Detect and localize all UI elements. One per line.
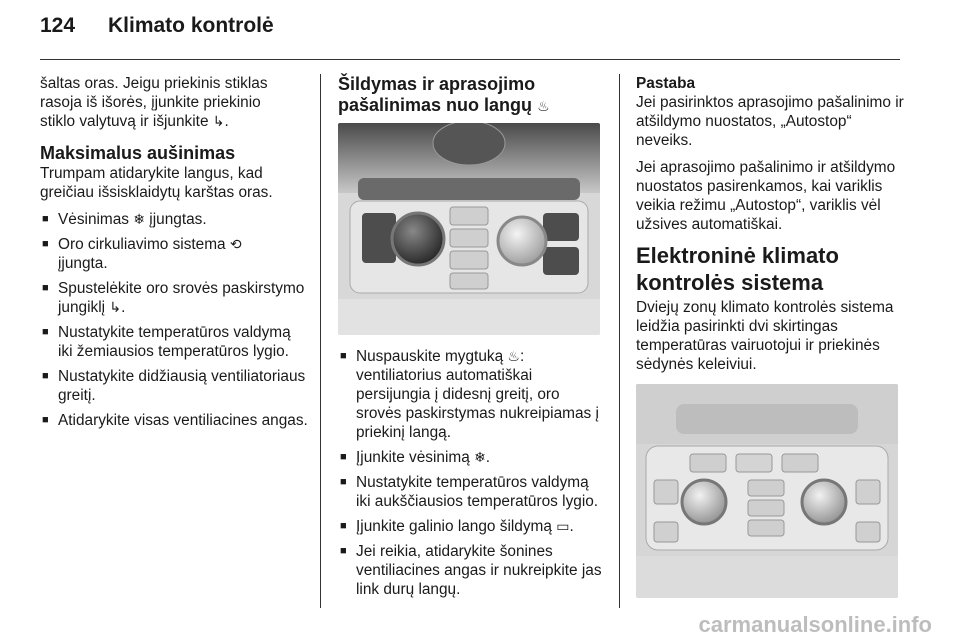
list-item: ■ Nustatykite temperatūros valdymą iki žemiausios temperatūros lygio. <box>40 323 308 361</box>
list-item: ■ Nustatykite temperatūros valdymą iki aukščiausios temperatūros lygio. <box>338 473 606 511</box>
list-item: ■ Įjunkite galinio lango šildymą ▭. <box>338 517 606 536</box>
watermark: carmanualsonline.info <box>698 612 932 637</box>
column-divider-1 <box>320 74 321 608</box>
column-3 <box>636 74 906 598</box>
list-item: ■ Nustatykite didžiausią ventiliatoriaus greitį. <box>40 367 308 405</box>
air-distribution-icon: ↳ <box>109 299 122 315</box>
intro-line: stiklo valytuvą ir išjunkite <box>40 113 209 130</box>
list-item: ■ Spustelėkite oro srovės paskirstymo jungiklį ↳. <box>40 279 308 317</box>
recirculation-icon: ⟲ <box>229 236 242 252</box>
page-number: 124 <box>40 14 76 37</box>
header-rule <box>40 59 900 60</box>
dual-zone-climate-panel-photo <box>636 384 898 598</box>
list-item: ■ Vėsinimas ❄ įjungtas. <box>40 210 308 229</box>
list-item: ■ Nuspauskite mygtuką ♨: ventiliatorius automatiškai persijungia į didesnį greitį, oro srovės paskirstymas nukreipiamas į priekinį langą. <box>338 347 606 442</box>
note-paragraph: Jei pasirinktos aprasojimo pašalinimo ir atšildymo nuostatos, „Autostop“ neveiks. <box>636 94 904 149</box>
section-title-defrost: Šildymas ir aprasojimo pašalinimas nuo langų ♨ <box>338 74 550 115</box>
note-paragraph: Jei aprasojimo pašalinimo ir atšildymo nuostatos pasirenkamos, kai variklis veikia režimu „Autostop“, variklis vėl užsives automatiškai. <box>636 159 896 233</box>
page-header <box>40 14 920 48</box>
section-intro: Trumpam atidarykite langus, kad greičiau išsisklaidytų karštas oras. <box>40 165 273 201</box>
bullet-list <box>40 210 308 430</box>
windshield-defrost-icon: ♨ <box>507 348 520 364</box>
note-title: Pastaba <box>636 75 696 92</box>
air-distribution-icon: ↳ <box>212 113 225 129</box>
list-item: ■ Oro cirkuliavimo sistema ⟲ įjungta. <box>40 235 308 273</box>
bullet-list <box>338 347 606 599</box>
column-1 <box>40 74 308 436</box>
column-divider-2 <box>619 74 620 608</box>
section-title-electronic-climate: Elektroninė klimato kontrolės sistema <box>636 243 839 295</box>
section-title-max-cooling: Maksimalus aušinimas <box>40 143 236 163</box>
intro-line: šaltas oras. Jeigu priekinis stiklas <box>40 75 268 92</box>
page-title: Klimato kontrolė <box>108 14 274 37</box>
intro-line: rasoja iš išorės, įjunkite priekinio <box>40 94 261 111</box>
section-intro: Dviejų zonų klimato kontrolės sistema leidžia pasirinkti dvi skirtingas temperatūras vairuotojui ir priekinės sėdynės keleiviui. <box>636 299 894 373</box>
list-item: ■ Jei reikia, atidarykite šonines ventiliacines angas ir nukreipkite jas link durų langų. <box>338 542 606 599</box>
intro-paragraph: šaltas oras. Jeigu priekinis stiklas rasoja iš išorės, įjunkite priekinio stiklo valytuvą ir išjunkite ↳. <box>40 75 268 130</box>
list-item: ■ Atidarykite visas ventiliacines angas. <box>40 411 308 430</box>
snowflake-icon: ❄ <box>133 211 146 227</box>
rear-window-heating-icon: ▭ <box>556 518 570 534</box>
column-2 <box>338 74 606 605</box>
climate-control-panel-photo <box>338 123 600 335</box>
windshield-defrost-icon: ♨ <box>537 98 550 114</box>
snowflake-icon: ❄ <box>474 449 486 465</box>
list-item: ■ Įjunkite vėsinimą ❄. <box>338 448 606 467</box>
